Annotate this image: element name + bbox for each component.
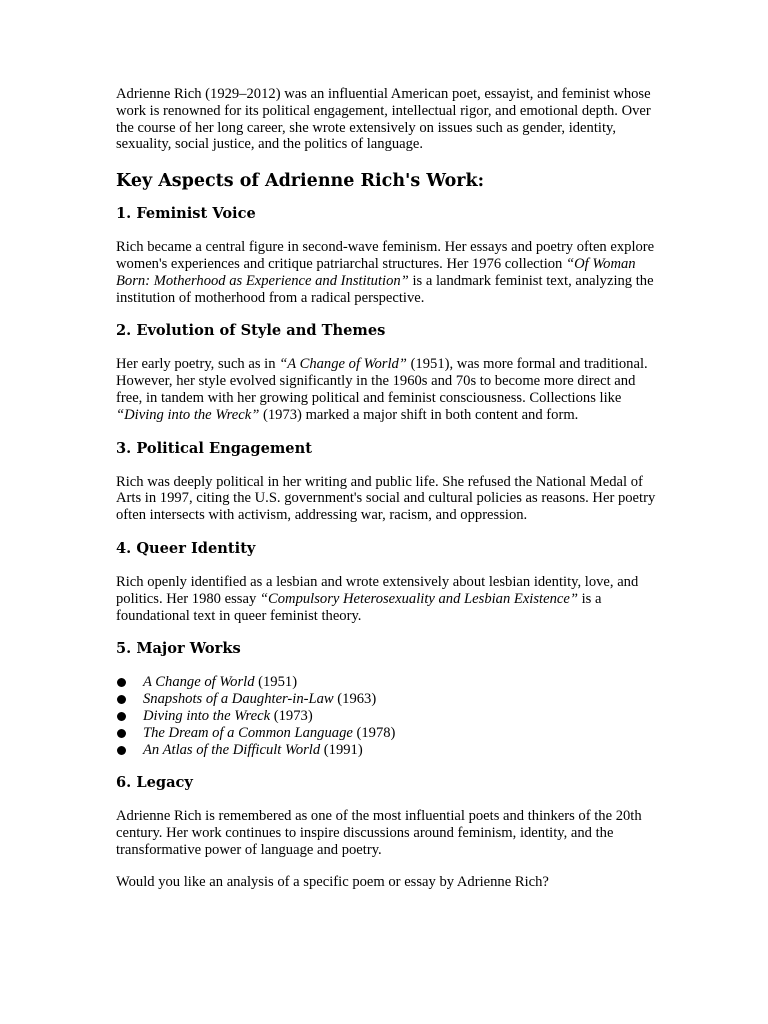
document-page [116, 86, 656, 891]
work-title: Diving into the Wreck [143, 707, 271, 724]
work-title: “Of Woman Born: Motherhood as Experience and Institution” [116, 255, 636, 289]
work-title: The Dream of a Common Language [143, 724, 353, 741]
work-title: Snapshots of a Daughter-in-Law [143, 691, 334, 708]
body-text: Rich became a central figure in second-wave feminism. Her essays and poetry often explore women's experiences and critique patriarchal structures. Her 1976 collection [116, 239, 655, 272]
work-title: “Diving into the Wreck” [116, 406, 260, 423]
section-body-legacy: Adrienne Rich is remembered as one of the most influential poets and thinkers of the 20th century. Her work continues to inspire discussions around feminism, identity, and the transformative power of language and poetry. [116, 808, 642, 858]
list-item [116, 674, 656, 691]
body-text: Her early poetry, such as in [116, 356, 280, 373]
main-heading: Key Aspects of Adrienne Rich's Work: [116, 171, 485, 192]
intro-paragraph: Adrienne Rich (1929–2012) was an influential American poet, essayist, and feminist whose work is renowned for its political engagement, intellectual rigor, and emotional depth. Over the course of her long career, she wrote extensively on issues such as gender, identity, sexuality, social justice, and the politics of language. [116, 86, 651, 153]
section-body-feminist-voice [116, 239, 656, 306]
work-title: “Compulsory Heterosexuality and Lesbian Existence” [259, 590, 578, 607]
work-title: “A Change of World” [279, 356, 407, 373]
body-text: Rich openly identified as a lesbian and wrote extensively about lesbian identity, love, and politics. Her 1980 essay [116, 573, 639, 607]
body-text: (1973) marked a major shift in both content and form. [259, 406, 579, 423]
work-year: (1978) [352, 724, 396, 741]
bullet-icon [117, 678, 126, 687]
bullet-icon [117, 729, 126, 738]
body-text: (1951), was more formal and traditional. However, her style evolved significantly in the 1960s and 70s to become more direct and free, in tandem with her growing political and feminist consciousness. Collections like [116, 356, 648, 406]
work-year: (1963) [333, 691, 377, 708]
section-heading-political-engagement: 3. Political Engagement [116, 439, 312, 457]
section-heading-queer-identity: 4. Queer Identity [116, 539, 256, 557]
section-heading-legacy: 6. Legacy [116, 774, 193, 792]
list-item [116, 742, 656, 759]
section-heading-feminist-voice: 1. Feminist Voice [116, 205, 256, 223]
section-heading-evolution: 2. Evolution of Style and Themes [116, 322, 386, 340]
list-item [116, 725, 656, 742]
work-title: An Atlas of the Difficult World [143, 741, 321, 758]
body-text: is a foundational text in queer feminist theory. [116, 590, 602, 624]
bullet-icon [117, 746, 126, 755]
body-text: is a landmark feminist text, analyzing the institution of motherhood from a radical perspective. [116, 272, 654, 306]
list-item [116, 691, 656, 708]
work-year: (1973) [270, 707, 313, 724]
major-works-list [116, 674, 656, 758]
work-year: (1991) [320, 741, 363, 758]
bullet-icon [117, 695, 126, 704]
section-heading-major-works: 5. Major Works [116, 640, 241, 658]
work-title: A Change of World [143, 674, 255, 691]
section-body-evolution [116, 356, 656, 423]
section-body-queer-identity [116, 574, 656, 624]
work-year: (1951) [254, 674, 298, 691]
bullet-icon [117, 712, 126, 721]
section-body-political-engagement: Rich was deeply political in her writing and public life. She refused the National Medal of Arts in 1997, citing the U.S. government's social and cultural policies as reasons. Her poetry often intersects with activism, addressing war, racism, and oppression. [116, 473, 656, 524]
closing-question: Would you like an analysis of a specific poem or essay by Adrienne Rich? [116, 873, 549, 890]
list-item [116, 708, 656, 725]
